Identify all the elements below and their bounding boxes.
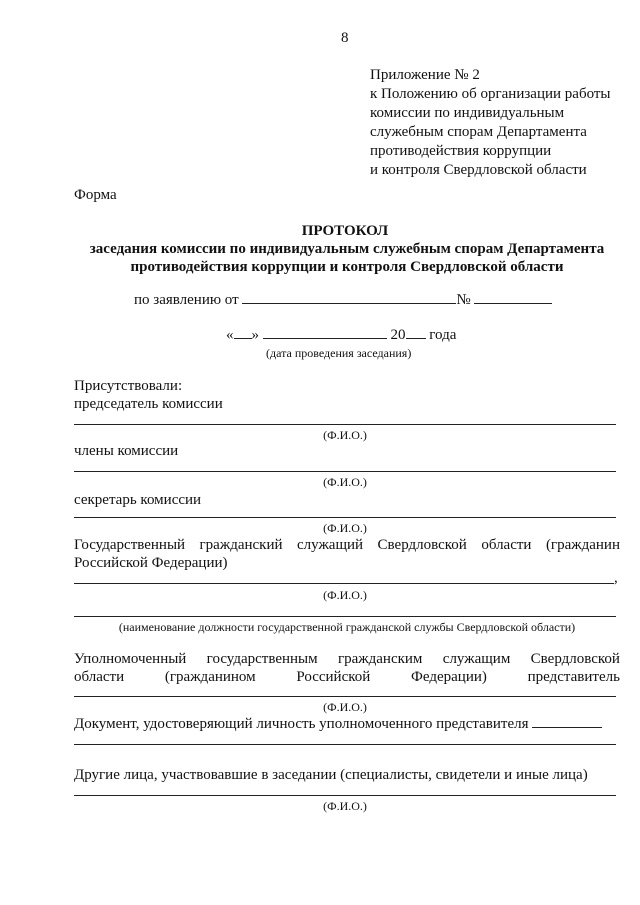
appendix-line: к Положению об организации работы <box>370 86 611 102</box>
year-field[interactable] <box>406 337 426 339</box>
appendix-line: комиссии по индивидуальным <box>370 105 565 121</box>
appendix-line: противодействия коррупции <box>370 143 552 159</box>
civil-servant-line1 <box>74 537 620 554</box>
word: служащим <box>442 651 511 667</box>
appendix-line: служебным спорам Департамента <box>370 124 587 140</box>
comma: , <box>614 570 618 586</box>
position-field[interactable] <box>74 616 616 617</box>
word: Государственный <box>74 537 186 553</box>
fio-caption: (Ф.И.О.) <box>323 700 367 714</box>
form-label: Форма <box>74 187 117 203</box>
year-prefix: 20 <box>390 327 406 343</box>
year-suffix: года <box>429 327 457 343</box>
word: Федерации) <box>411 669 487 685</box>
id-document-label: Документ, удостоверяющий личность уполномоченного представителя <box>74 716 529 732</box>
application-number-field[interactable] <box>474 302 552 304</box>
word: области <box>481 537 532 553</box>
fio-caption: (Ф.И.О.) <box>323 521 367 535</box>
members-label: члены комиссии <box>74 443 179 459</box>
meeting-date-line <box>226 327 456 344</box>
others-label: Другие лица, участвовавшие в заседании (специалисты, свидетели и иные лица) <box>74 767 588 783</box>
representative-line1 <box>74 651 620 668</box>
application-line <box>134 292 552 309</box>
word: Свердловской <box>377 537 467 553</box>
appendix-block <box>370 66 611 180</box>
page-number: 8 <box>341 30 349 46</box>
id-document-field[interactable] <box>532 726 602 728</box>
chairman-label: председатель комиссии <box>74 396 223 412</box>
word: гражданский <box>199 537 283 553</box>
id-document-continuation-field[interactable] <box>74 744 616 745</box>
word: Уполномоченный <box>74 651 187 667</box>
appendix-line: Приложение № 2 <box>370 67 480 83</box>
document-subtitle-line1: заседания комиссии по индивидуальным служебным спорам Департамента <box>89 241 605 257</box>
representative-line2 <box>74 669 620 686</box>
application-prefix: по заявлению от <box>134 292 239 308</box>
document-title: ПРОТОКОЛ <box>301 223 389 239</box>
fio-caption: (Ф.И.О.) <box>323 588 367 602</box>
word: (гражданин <box>545 537 620 553</box>
secretary-fio-field[interactable] <box>74 517 616 518</box>
word: Российской <box>296 669 371 685</box>
word: области <box>74 669 125 685</box>
day-field[interactable] <box>234 337 252 339</box>
members-fio-field[interactable] <box>74 471 616 472</box>
position-caption: (наименование должности государственной гражданской службы Свердловской области) <box>118 620 576 634</box>
word: служащий <box>297 537 364 553</box>
document-subtitle-line2: противодействия коррупции и контроля Свердловской области <box>130 259 564 275</box>
chairman-fio-field[interactable] <box>74 424 616 425</box>
date-open-quote: « <box>226 327 234 343</box>
application-date-field[interactable] <box>242 302 456 304</box>
word: Свердловской <box>530 651 620 667</box>
word: представитель <box>527 669 620 685</box>
word: государственным <box>206 651 318 667</box>
present-label: Присутствовали: <box>74 378 183 394</box>
month-field[interactable] <box>263 337 387 339</box>
id-document-line <box>74 716 602 733</box>
word: гражданским <box>337 651 423 667</box>
date-caption: (дата проведения заседания) <box>266 346 412 360</box>
fio-caption: (Ф.И.О.) <box>323 475 367 489</box>
civil-servant-line2: Российской Федерации) <box>74 555 228 571</box>
others-fio-field[interactable] <box>74 795 616 796</box>
number-sign: № <box>456 292 471 308</box>
word: (гражданином <box>164 669 256 685</box>
date-close-quote: » <box>251 327 259 343</box>
representative-fio-field[interactable] <box>74 696 616 697</box>
appendix-line: и контроля Свердловской области <box>370 162 587 178</box>
fio-caption: (Ф.И.О.) <box>323 428 367 442</box>
secretary-label: секретарь комиссии <box>74 492 202 508</box>
fio-caption: (Ф.И.О.) <box>323 799 367 813</box>
civil-servant-fio-field[interactable] <box>74 583 614 584</box>
